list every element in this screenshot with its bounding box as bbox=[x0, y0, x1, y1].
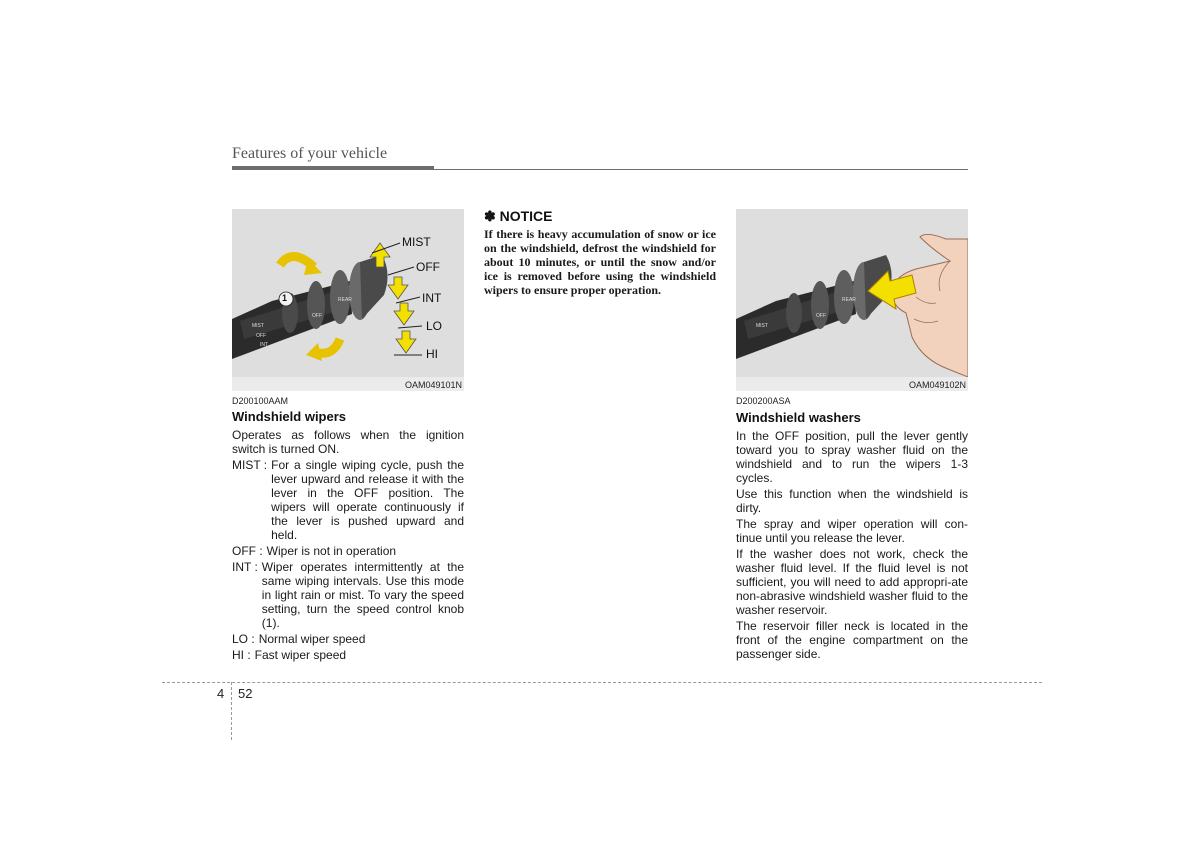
mode-description: For a single wiping cycle, push the lever upward and release it with the lever in the OFF position. The wipers will operate continuously if the lever is pushed upward and held. bbox=[271, 458, 464, 542]
svg-text:REAR: REAR bbox=[338, 297, 352, 303]
mode-term: OFF : bbox=[232, 544, 263, 558]
mode-term: HI : bbox=[232, 648, 251, 662]
label-int: INT bbox=[422, 291, 442, 305]
wiper-lever-figure bbox=[232, 209, 464, 391]
chapter-number: 4 bbox=[217, 686, 225, 701]
svg-text:REAR: REAR bbox=[842, 297, 856, 303]
page-header-title: Features of your vehicle bbox=[232, 145, 388, 162]
figure-code: OAM049102N bbox=[908, 380, 966, 390]
wipers-intro: Operates as follows when the ignition switch is turned ON. bbox=[232, 428, 464, 456]
mode-description: Normal wiper speed bbox=[258, 632, 366, 646]
label-off: OFF bbox=[416, 260, 440, 274]
washers-paragraph-3: The spray and wiper operation will con-tinue until you release the lever. bbox=[736, 517, 968, 545]
header-rule bbox=[434, 169, 968, 170]
washers-paragraph-1: In the OFF position, pull the lever gently toward you to spray washer fluid on the windshield and to run the wipers 1-3 cycles. bbox=[736, 429, 968, 485]
section-title-wipers: Windshield wipers bbox=[232, 409, 347, 424]
label-lo: LO bbox=[426, 319, 443, 333]
wiper-mode-mist bbox=[232, 458, 464, 542]
washers-paragraph-4: If the washer does not work, check the washer fluid level. If the fluid level is not sufficient, you will need to add appropri-ate non-abrasive windshield washer fluid to the washer reservoir. bbox=[736, 547, 968, 617]
notice-title: ✽ NOTICE bbox=[484, 208, 553, 224]
svg-text:OFF: OFF bbox=[816, 313, 826, 319]
mode-description: Fast wiper speed bbox=[254, 648, 347, 662]
mode-term: LO : bbox=[232, 632, 255, 646]
wiper-mode-off bbox=[232, 544, 464, 558]
section-ref-code: D200100AAM bbox=[232, 396, 289, 406]
wiper-mode-int bbox=[232, 560, 464, 630]
mode-description: Wiper operates intermittently at the same wiping intervals. Use this mode in light rain or mist. To vary the speed setting, turn the speed control knob (1). bbox=[261, 560, 464, 630]
figure-code: OAM049101N bbox=[404, 380, 462, 390]
wiper-mode-hi bbox=[232, 648, 464, 662]
washer-lever-figure bbox=[736, 209, 968, 391]
svg-text:MIST: MIST bbox=[252, 323, 264, 329]
section-title-washers: Windshield washers bbox=[736, 410, 861, 425]
mode-term: INT : bbox=[232, 560, 258, 574]
label-hi: HI bbox=[426, 347, 438, 361]
svg-text:OFF: OFF bbox=[256, 333, 266, 339]
speed-knob-label: 1 bbox=[282, 293, 288, 303]
wiper-mode-lo bbox=[232, 632, 464, 646]
footer-divider bbox=[162, 682, 1042, 683]
notice-body: If there is heavy accumulation of snow or ice on the windshield, defrost the windshield for about 10 minutes, or until the snow and/or ice is removed before using the windshield wipers to ensure proper operation. bbox=[484, 227, 716, 297]
section-ref-code: D200200ASA bbox=[736, 396, 791, 406]
footer-vertical-divider bbox=[231, 682, 232, 740]
label-mist: MIST bbox=[402, 235, 431, 249]
washers-paragraph-5: The reservoir filler neck is located in the front of the engine compartment on the passenger side. bbox=[736, 619, 968, 661]
svg-text:MIST: MIST bbox=[756, 323, 768, 329]
svg-text:OFF: OFF bbox=[312, 313, 322, 319]
header-rule-thick bbox=[232, 166, 434, 170]
mode-description: Wiper is not in operation bbox=[266, 544, 397, 558]
washers-paragraph-2: Use this function when the windshield is dirty. bbox=[736, 487, 968, 515]
washer-lever-illustration bbox=[736, 209, 968, 391]
svg-text:INT: INT bbox=[260, 342, 269, 348]
mode-term: MIST : bbox=[232, 458, 268, 472]
page-number: 52 bbox=[238, 686, 253, 701]
